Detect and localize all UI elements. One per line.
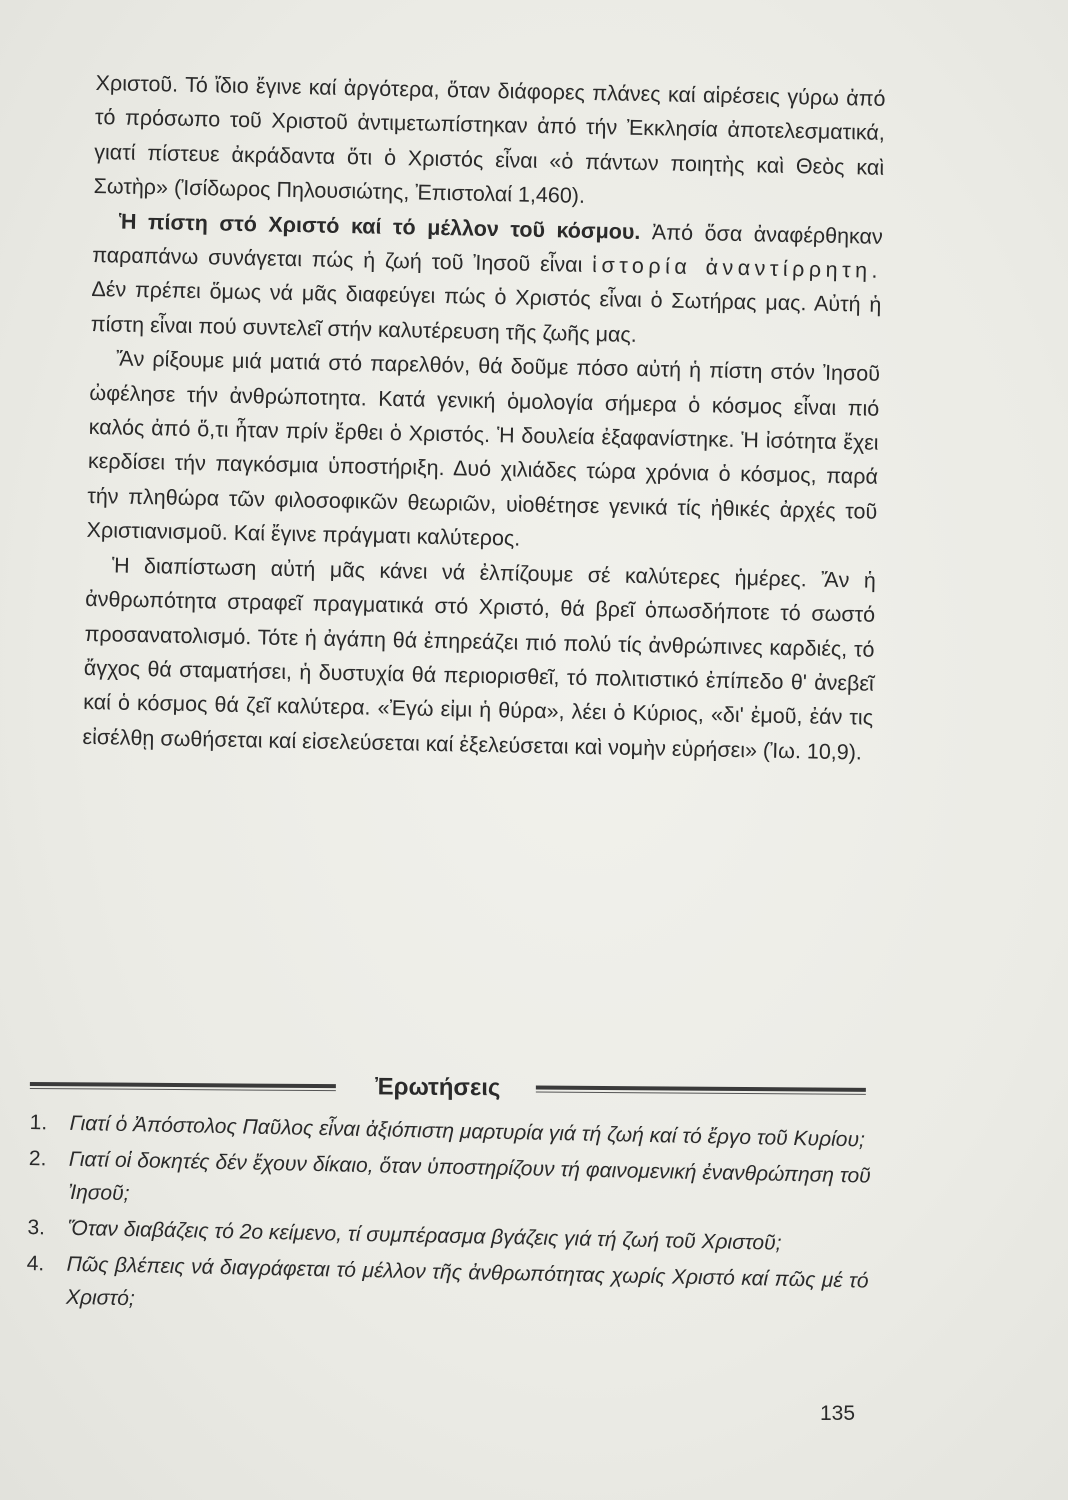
rule-line-left bbox=[30, 1082, 336, 1088]
question-number: 3. bbox=[27, 1215, 46, 1240]
paragraph-2 bbox=[90, 204, 883, 357]
paragraph-2-part-b: Δέν πρέπει ὅμως νά μᾶς διαφεύγει πώς ὁ Χριστός εἶναι ὁ Σωτήρας μας. Αὐτή ἡ πίστη εἶναι πού συντελεῖ στήν καλυτέρευση τῆς ζωῆς μας. bbox=[90, 277, 882, 347]
body-text bbox=[82, 66, 886, 770]
paragraph-2-part-a: Ἀπό ὅσα ἀναφέρθηκαν παραπάνω συνάγεται πώς ἡ ζωή τοῦ Ἰησοῦ εἶναι bbox=[91, 219, 883, 277]
paragraph-3: Ἄν ρίξουμε μιά ματιά στό παρελθόν, θά δοῦμε πόσο αὐτή ἡ πίστη στόν Ἰησοῦ ὠφέλησε τήν ἀνθρώποτητα. Κατά γενική ὁμολογία σήμερα ὁ κόσμος εἶναι πιό καλός ἀπό ὅ,τι ἦταν πρίν ἔρθει ὁ Χριστός. Ἡ δουλεία ἐξαφανίστηκε. Ἡ ἰσότητα ἔχει κερδίσει τήν παγκόσμια ὑποστήριξη. Δυό χιλιάδες τώρα χρόνια ὁ κόσμος, παρά τήν πληθώρα τῶν φιλοσοφικῶν θεωριῶν, υἱοθέτησε γενικά τίς ἠθικές ἀρχές τοῦ Χριστιανισμοῦ. Καί ἔγινε πράγματι καλύτερος. bbox=[86, 346, 881, 551]
question-number: 1. bbox=[29, 1110, 48, 1135]
section-title: Ἐρωτήσεις bbox=[375, 1073, 501, 1102]
question-text: Ὅταν διαβάζεις τό 2ο κείμενο, τί συμπέρασμα βγάζεις γιά τή ζωή τοῦ Χριστοῦ; bbox=[67, 1216, 782, 1255]
question-text: Γιατί οἱ δοκητές δέν ἔχουν δίκαιο, ὅταν ὑποστηρίζουν τή φαινομενική ἐνανθρώπηση τοῦ Ἰησοῦ; bbox=[67, 1147, 871, 1206]
paragraph-1: Χριστοῦ. Τό ἴδιο ἔγινε καί ἀργότερα, ὅταν διάφορες πλάνες καί αἱρέσεις γύρω ἀπό τό πρόσωπο τοῦ Χριστοῦ ἀντιμετωπίστηκαν ἀπό τήν Ἐκκλησία ἀποτελεσματικά, γιατί πίστευε ἀκράδαντα ὅτι ὁ Χριστός εἶναι «ὁ πάντων ποιητὴς καὶ Θεὸς καὶ Σωτὴρ» (Ἰσίδωρος Πηλουσιώτης, Ἐπιστολαί 1,460). bbox=[93, 70, 886, 209]
rule-line-right bbox=[536, 1086, 866, 1092]
question-item bbox=[26, 1247, 869, 1331]
paragraph-4: Ἡ διαπίστωση αὐτή μᾶς κάνει νά ἐλπίζουμε σέ καλύτερες ἡμέρες. Ἄν ἡ ἀνθρωπότητα στραφεῖ πραγματικά στό Χριστό, θά βρεῖ ὁπωσδήποτε τό σωστό προσανατολισμό. Τότε ἡ ἀγάπη θά ἐπηρεάζει πιό πολύ τίς ἀνθρώπινες καρδιές, τό ἄγχος θά σταματήσει, ἡ δυστυχία θά περιορισθεῖ, τό πολιτιστικό ἐπίπεδο θ' ἀνεβεῖ καί ὁ κόσμος θά ζεῖ καλύτερα. «Ἐγώ εἰμι ἡ θύρα», λέει ὁ Κύριος, «δι' ἐμοῦ, ἐάν τις εἰσέλθῃ σωθήσεται καί εἰσελεύσεται καί ἐξελεύσεται καὶ νομὴν εὑρήσει» (Ἰω. 10,9). bbox=[82, 553, 877, 765]
section-divider bbox=[30, 1068, 866, 1114]
inline-heading: Ἡ πίστη στό Χριστό καί τό μέλλον τοῦ κόσμου. bbox=[118, 209, 641, 244]
question-number: 4. bbox=[26, 1251, 45, 1276]
question-number: 2. bbox=[28, 1146, 47, 1171]
questions-list bbox=[26, 1106, 872, 1334]
spaced-emphasis: ἱστορία ἀναντίρρητη. bbox=[591, 253, 883, 283]
question-text: Πῶς βλέπεις νά διαγράφεται τό μέλλον τῆς ἀνθρωπότητας χωρίς Χριστό καί πῶς μέ τό Χριστό; bbox=[65, 1252, 869, 1311]
page-number: 135 bbox=[820, 1402, 856, 1425]
question-text: Γιατί ὁ Ἀπόστολος Παῦλος εἶναι ἀξιόπιστη μαρτυρία γιά τή ζωή καί τό ἔργο τοῦ Κυρίου; bbox=[69, 1111, 866, 1152]
